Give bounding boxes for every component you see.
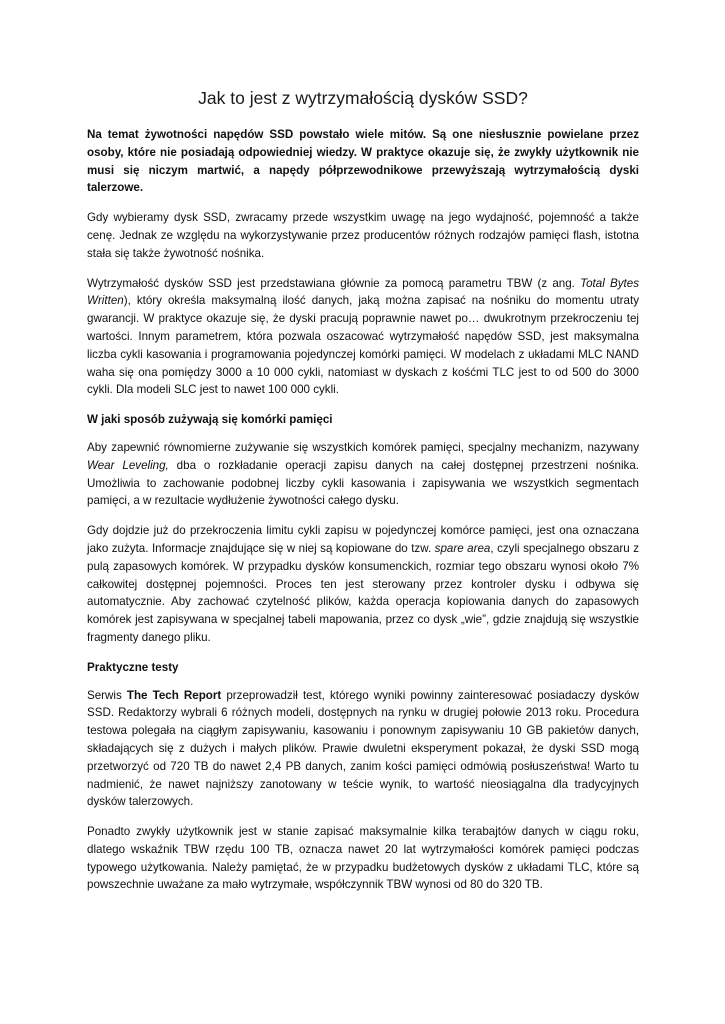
paragraph-spare-text-c: , czyli specjalnego obszaru z pulą zapasowych komórek. W przypadku dysków konsumenckich, rozmiar tego obszaru wynosi około 7% całkowitej dostępnej pojemności. Proces ten jest sterowany przez kontroler dysku i odbywa się automatycznie. Aby zachować czytelność plików, każda operacja kopiowania danych do zapasowych komórek jest zapisywana w specjalnej tabeli mapowania, przez co dysk „wie”, gdzie znajdują się wszystkie fragmenty danego pliku. [87,541,639,644]
paragraph-wear-term: Wear Leveling, [87,458,169,472]
paragraph-conclusion: Ponadto zwykły użytkownik jest w stanie zapisać maksymalnie kilka terabajtów danych w ciągu roku, dlatego wskaźnik TBW rzędu 100 TB, oznacza nawet 20 lat wytrzymałości komórek pamięci podczas typowego użytkowania. Należy pamiętać, że w przypadku budżetowych dysków z układami TLC, które są powszechnie uważane za mało wytrzymałe, współczynnik TBW wynosi od 80 do 320 TB. [87,825,639,892]
section-heading-tests: Praktyczne testy [87,660,179,674]
paragraph-test-text-c: przeprowadził test, którego wyniki powinny zainteresować posiadaczy dysków SSD. Redaktorzy wybrali 6 różnych modeli, dostępnych na rynku w drugiej połowie 2013 roku. Procedura testowa polegała na ciągłym zapisywaniu, kasowaniu i ponownym zapisywaniu 10 GB pakietów danych, składających się z dużych i małych plików. Prawie dwuletni eksperyment pokazał, że dyski SSD mogą przetworzyć od 720 TB do nawet 2,4 PB danych, zanim kości pamięci odmówią posłuszeństwa! Warto tu nadmienić, że nawet najniższy zanotowany w teście wynik, to wartość nieosiągalna dla tradycyjnych dysków talerzowych. [87,688,639,809]
section-heading-wear: W jaki sposób zużywają się komórki pamięci [87,413,333,427]
paragraph-intro: Gdy wybieramy dysk SSD, zwracamy przede wszystkim uwagę na jego wydajność, pojemność a także cenę. Jednak ze względu na wykorzystywanie przez producentów różnych rodzajów pamięci flash, istotna stała się także żywotność nośnika. [87,211,639,260]
paragraph-tbw [87,275,639,400]
paragraph-spare-area [87,522,639,647]
paragraph-tbw-term: Total Bytes Written [87,276,639,308]
paragraph-spare-term: spare area [434,541,491,555]
lead-paragraph: Na temat żywotności napędów SSD powstało wiele mitów. Są one niesłusznie powielane przez osoby, które nie posiadają odpowiedniej wiedzy. W praktyce okazuje się, że zwykły użytkownik nie musi się niczym martwić, a napędy półprzewodnikowe przewyższają wytrzymałością dyski talerzowe. [87,128,639,195]
paragraph-tech-report [87,687,639,812]
paragraph-tbw-text-a: Wytrzymałość dysków SSD jest przedstawiana głównie za pomocą parametru TBW (z ang. [87,276,581,290]
paragraph-wear-text-a: Aby zapewnić równomierne zużywanie się wszystkich komórek pamięci, specjalny mechanizm, nazywany [87,440,639,454]
page-title: Jak to jest z wytrzymałością dysków SSD? [198,88,528,108]
paragraph-wear-text-c: dba o rozkładanie operacji zapisu danych na całej dostępnej przestrzeni nośnika. Umożliwia to zachowanie podobnej liczby cykli kasowania i zapisywania we wszystkich segmentach pamięci, a w rezultacie wydłużenie żywotności całego dysku. [87,458,640,508]
paragraph-test-text-a: Serwis [87,688,127,702]
paragraph-test-source: The Tech Report [126,688,222,702]
paragraph-spare-text-a: Gdy dojdzie już do przekroczenia limitu cykli zapisu w pojedynczej komórce pamięci, jest ona oznaczana jako zużyta. Informacje znajdujące się w niej są kopiowane do tzw. [87,524,639,555]
document-page [87,86,639,906]
paragraph-wear-leveling [87,439,639,510]
paragraph-tbw-text-c: ), który określa maksymalną ilość danych, jaką można zapisać na nośniku do momentu utraty gwarancji. W praktyce okazuje się, że dyski pracują poprawnie nawet po… dwukrotnym przekroczeniu tej wartości. Innym parametrem, która pozwala oszacować wytrzymałość napędów SSD, jest maksymalna liczba cykli kasowania i programowania pojedynczej komórki pamięci. W modelach z układami MLC NAND waha się ona pomiędzy 3000 a 10 000 cykli, natomiast w dyskach z kośćmi TLC jest to od 500 do 3000 cykli. Dla modeli SLC jest to nawet 100 000 cykli. [87,294,639,397]
